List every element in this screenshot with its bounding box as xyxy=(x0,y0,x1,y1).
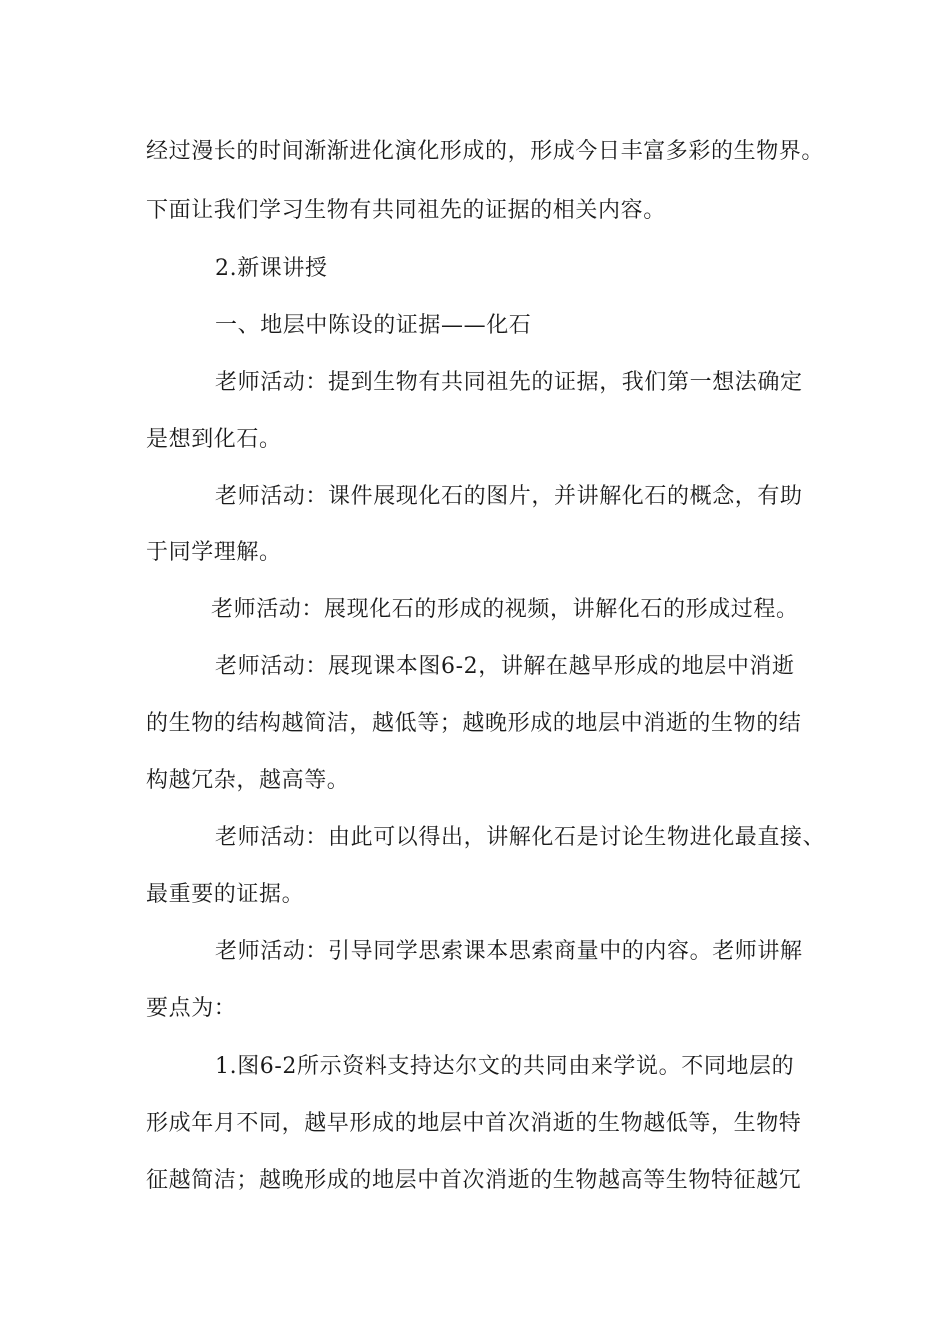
text-line: 老师活动：展现课本图6-2，讲解在越早形成的地层中消逝 xyxy=(215,654,795,679)
text-line: 最重要的证据。 xyxy=(146,882,305,907)
text-line: 征越简洁；越晚形成的地层中首次消逝的生物越高等生物特征越冗 xyxy=(146,1168,802,1193)
text-line: 老师活动：引导同学思索课本思索商量中的内容。老师讲解 xyxy=(215,939,803,964)
text-line: 的生物的结构越简洁，越低等；越晚形成的地层中消逝的生物的结 xyxy=(146,711,802,736)
text-line: 老师活动：由此可以得出，讲解化石是讨论生物进化最直接、 xyxy=(215,825,826,850)
text-line: 于同学理解。 xyxy=(146,540,282,565)
section-heading: 2.新课讲授 xyxy=(215,256,328,281)
text-line: 老师活动：课件展现化石的图片，并讲解化石的概念，有助 xyxy=(215,484,803,509)
subsection-heading: 一、地层中陈设的证据——化石 xyxy=(215,313,532,338)
text-line: 构越冗杂，越高等。 xyxy=(146,768,350,793)
text-line: 1.图6-2所示资料支持达尔文的共同由来学说。不同地层的 xyxy=(215,1054,795,1079)
text-line: 老师活动：提到生物有共同祖先的证据，我们第一想法确定 xyxy=(215,370,803,395)
text-line: 要点为： xyxy=(146,996,237,1021)
text-line: 经过漫长的时间渐渐进化演化形成的，形成今日丰富多彩的生物界。 xyxy=(146,139,825,164)
text-line: 是想到化石。 xyxy=(146,427,282,452)
text-line: 老师活动：展现化石的形成的视频，讲解化石的形成过程。 xyxy=(211,597,799,622)
text-line: 下面让我们学习生物有共同祖先的证据的相关内容。 xyxy=(146,198,666,223)
text-line: 形成年月不同，越早形成的地层中首次消逝的生物越低等，生物特 xyxy=(146,1111,802,1136)
